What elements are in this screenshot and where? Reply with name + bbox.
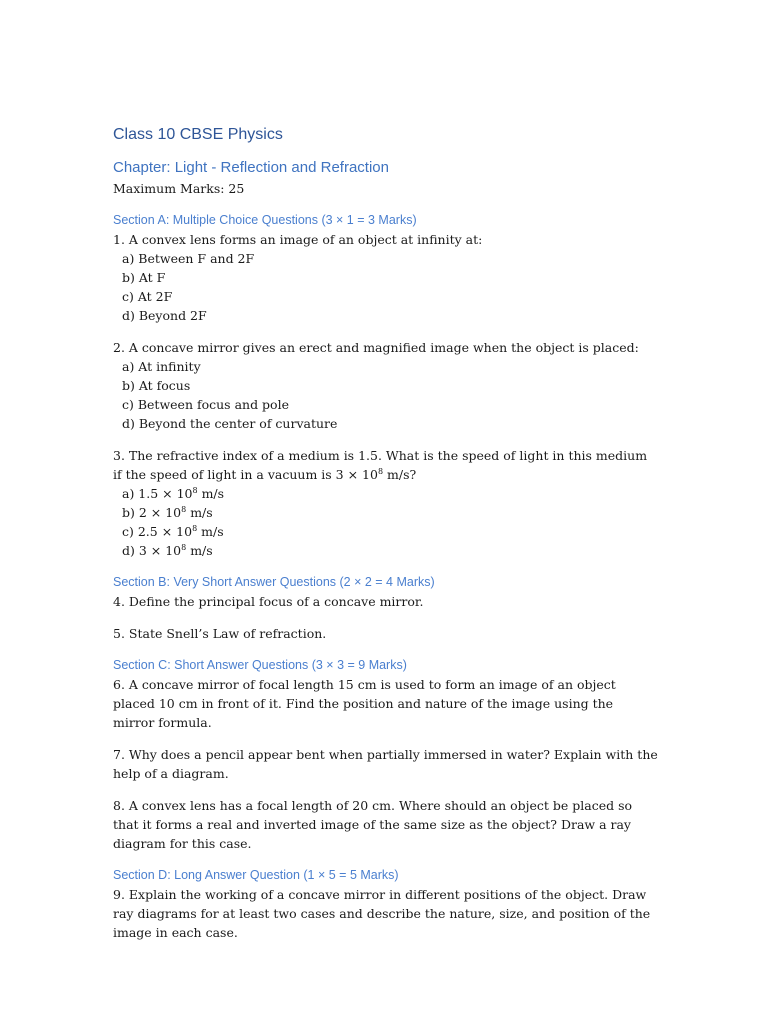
section-a-heading: Section A: Multiple Choice Questions (3 × 1 = 3 Marks) — [113, 213, 417, 227]
question-1-option-c: c) At 2F — [122, 289, 173, 304]
question-8 — [113, 796, 658, 853]
question-3-option-a — [122, 484, 658, 503]
question-6-text: 6. A concave mirror of focal length 15 cm is used to form an image of an object placed 10 cm in front of it. Find the position and nature of the image using the mirror formula. — [113, 677, 616, 730]
question-3-option-c — [122, 522, 658, 541]
option-value: c) 2.5 × 10 — [122, 524, 193, 539]
chapter-title: Chapter: Light - Reflection and Refraction — [113, 159, 389, 176]
option-exponent: 8 — [181, 542, 187, 552]
option-value: b) 2 × 10 — [122, 505, 182, 520]
question-2-text: 2. A concave mirror gives an erect and magnified image when the object is placed: — [113, 340, 639, 355]
question-2-options — [113, 357, 658, 433]
section-c-heading: Section C: Short Answer Questions (3 × 3 = 9 Marks) — [113, 658, 407, 672]
question-6 — [113, 675, 658, 732]
section-c — [113, 656, 658, 853]
question-9-text: 9. Explain the working of a concave mirror in different positions of the object. Draw ray diagrams for at least two cases and describe the nature, size, and position of the image in each case. — [113, 887, 651, 940]
question-2-option-c: c) Between focus and pole — [122, 397, 289, 412]
question-5 — [113, 624, 658, 643]
question-2-option-d: d) Beyond the center of curvature — [122, 416, 338, 431]
question-2-option-b: b) At focus — [122, 378, 191, 393]
question-1-option-d: d) Beyond 2F — [122, 308, 207, 323]
question-3-text — [113, 446, 658, 484]
option-value: a) 1.5 × 10 — [122, 486, 193, 501]
option-unit: m/s — [197, 486, 225, 501]
option-value: d) 3 × 10 — [122, 543, 182, 558]
question-7-text: 7. Why does a pencil appear bent when partially immersed in water? Explain with the help of a diagram. — [113, 747, 658, 781]
option-exponent: 8 — [181, 504, 187, 514]
document-page — [113, 124, 658, 955]
question-3 — [113, 446, 658, 560]
question-7 — [113, 745, 658, 783]
question-3-text-main: 3. The refractive index of a medium is 1.5. What is the speed of light in this medium if the speed of light in a vacuum is 3 × 10 — [113, 448, 648, 482]
section-d-heading: Section D: Long Answer Question (1 × 5 = 5 Marks) — [113, 868, 399, 882]
maximum-marks: Maximum Marks: 25 — [113, 181, 245, 196]
section-b — [113, 573, 658, 643]
question-3-options — [113, 484, 658, 560]
question-8-text: 8. A convex lens has a focal length of 20 cm. Where should an object be placed so that it forms a real and inverted image of the same size as the object? Draw a ray diagram for this case. — [113, 798, 633, 851]
question-3-exponent: 8 — [377, 466, 384, 476]
question-1-options — [113, 249, 658, 325]
question-1-option-a: a) Between F and 2F — [122, 251, 255, 266]
question-3-option-b — [122, 503, 658, 522]
question-4-text: 4. Define the principal focus of a concave mirror. — [113, 594, 424, 609]
option-exponent: 8 — [192, 523, 198, 533]
question-3-text-unit: m/s? — [383, 467, 417, 482]
question-1-option-b: b) At F — [122, 270, 166, 285]
question-2-option-a: a) At infinity — [122, 359, 201, 374]
section-b-heading: Section B: Very Short Answer Questions (2 × 2 = 4 Marks) — [113, 575, 435, 589]
option-unit: m/s — [197, 524, 224, 539]
question-2 — [113, 338, 658, 433]
question-9 — [113, 885, 658, 942]
question-1-text: 1. A convex lens forms an image of an object at infinity at: — [113, 232, 483, 247]
option-exponent: 8 — [192, 485, 198, 495]
question-3-option-d — [122, 541, 658, 560]
question-5-text: 5. State Snell’s Law of refraction. — [113, 626, 327, 641]
document-title: Class 10 CBSE Physics — [113, 126, 283, 143]
option-unit: m/s — [186, 505, 213, 520]
option-unit: m/s — [186, 543, 213, 558]
section-d — [113, 866, 658, 942]
section-a — [113, 211, 658, 560]
question-4 — [113, 592, 658, 611]
question-1 — [113, 230, 658, 325]
